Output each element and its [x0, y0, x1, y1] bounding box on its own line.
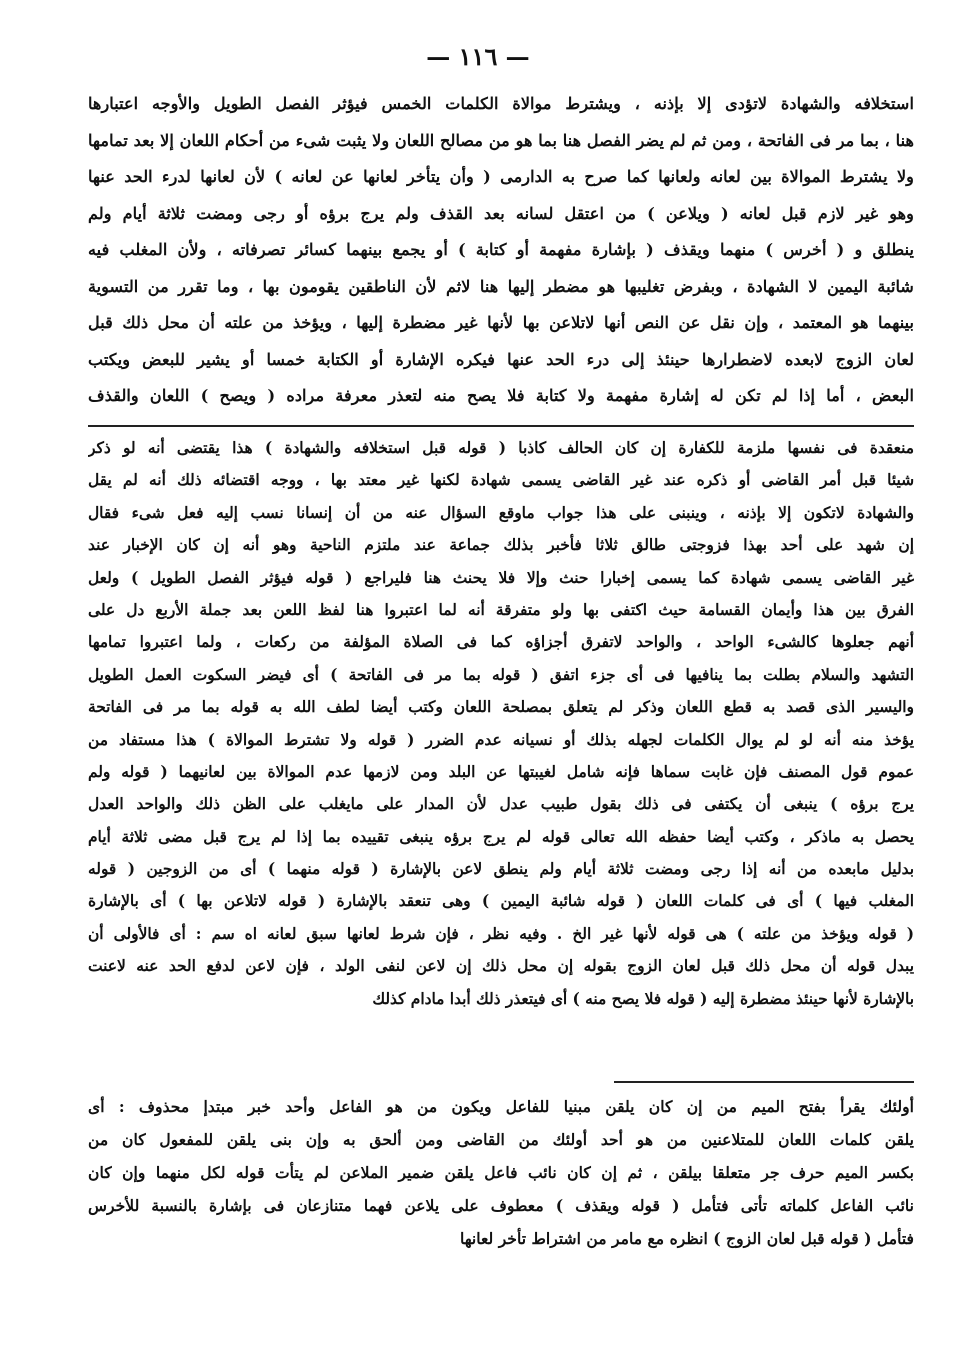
footnote-divider [614, 1081, 914, 1083]
commentary-line: واليسير الذى قصد به قطع اللعان وذكر لم يتعلق بمصلحة اللعان وكتب أيضا لطف الله به قوله بما مر فى الفاتحة [88, 698, 914, 717]
commentary-line: بالإشارة لأنها حينئذ مضطرة إليه ( قوله فلا يصح منه ) أى فيتعذر ذلك أبدا مادام كذلك [372, 989, 914, 1008]
footnote-block [88, 1090, 914, 1255]
commentary-line: منعقدة فى نفسها ملزمة للكفارة إن كان الحالف كاذبا ( قوله قبل استخلافه والشهادة ) هذا يقتضى أنه لو ذكر [88, 439, 914, 457]
section-divider [88, 425, 914, 427]
commentary-line: أنهم جعلوها كالشىء الواحد ، والواحد لاتفرق أجزاؤه كما فى الصلاة المؤلفة من ركعات ، ولما اعتبروا تمامها [88, 633, 914, 652]
commentary-line: المغلب فيها ) أى فى كلمات اللعان ( قوله شائبة اليمين ) وهى تنعقد بالإشارة ( قوله لاتلاعن بها ) أى بالإشارة [88, 892, 914, 911]
commentary-line: عموم قول المصنف فإن غابت سماها فإنه شامل لغيبتها عن البلد ومن لازمها عدم الموالاة بين لعانيهما ( قوله ولم [88, 762, 914, 781]
commentary-line: التشهد والسلام بطلت بما ينافيها فى أى جزء اتفق ( قوله بما مر فى الفاتحة ) أى فيضر السكوت العمل الطويل [88, 665, 914, 684]
main-text-line: البعض ، أما إذا لم تكن له إشارة مفهمة ولا كتابة فلا يصح منه لتعذر معرفة مراده ( ويصح ) اللعان والقذف [88, 386, 914, 405]
footnote-line: نائب الفاعل كلماته تأتى فتأمل ( قوله ويقذف ) معطوف على يلاعن فهما متنازعان فى بإشارة بالنسبة للأخرس [88, 1196, 914, 1215]
commentary-line: يحصل به ماذكر ، وكتب أيضا حفظه الله تعالى قوله لم يرج برؤه ينبغى تقييده بما إذا لم يرج قبل مضى ثلاثة أيام [88, 827, 914, 846]
footnote-line: فتأمل ( قوله قبل لعان الزوج ) انظره مع مامر من اشتراط تأخر لعانها [459, 1229, 914, 1248]
commentary-block [88, 432, 914, 1015]
commentary-line: غير القاضى يسمى شهادة كما يسمى إخبارا حنث وإلا فلا يحنث هنا فليراجع ( قوله فيؤثر الفصل الطويل ) ولعل [88, 568, 914, 587]
commentary-line: بدليل مابعده من أنه إذا رجى ومضت ثلاثة أيام ولم ينطق لاعن بالإشارة ( قوله منهما ) أى من الزوجين ( قوله [88, 860, 914, 879]
commentary-line: شيئا قبل أمر القاضى أو ذكره عند غير القاضى يسمى شهادة لكنها غير معتد بها ، ووجه اقتضائه ذلك أنه لم يقل [88, 471, 914, 490]
commentary-line: يؤخذ منه أنه لو لم يوال الكلمات لجهله بذلك أو نسيانه عدم الضرر ( قوله ولا تشترط الموالاة ) هذا مستفاد من [88, 730, 914, 749]
commentary-line: يبدل قوله أن محل ذلك قبل لعان الزوج بقوله إن محل ذلك إن لاعن لنفى الولد ، فإن لاعن لدفع الحد عنه لاعنت [88, 957, 914, 976]
commentary-line: ( قوله ويؤخذ من علته ) هى قوله لأنها غير الخ . وفيه نظر ، فإن شرط لعانها سبق لعانه اه سم : أى فالأولى أن [88, 924, 914, 943]
footnote-line: يلقن كلمات اللعان للمتلاعنين من هو أحد أولئك من القاضى ومن ألحق به وإن بنى يلقن للمفعول كان من [88, 1130, 914, 1149]
page-number: — ١١٦ — [426, 42, 530, 71]
main-text-line: لعان الزوج لابعده لاضطرارها حينئذ إلى درء الحد عنها فيكره الإشارة أو الكتابة خمسا أو يشير للبعض ويكتب [88, 349, 914, 369]
footnote-line: أولئك يقرأ بفتح الميم من إن كان يلقن مبنيا للفاعل ويكون من هو الفاعل وأحد خبر مبتدإ محذوف : أى [88, 1097, 914, 1116]
main-text-line: هنا ، بما مر فى الفاتحة ، ومن ثم لم يضر الفصل هنا بما هو من مصالح اللعان ولا يثبت شىء من أحكام اللعان إلا بعد تمامها [88, 130, 914, 150]
commentary-line: يرج برؤه ) ينبغى أن يكتفى فى ذلك بقول طبيب عدل لأن المدار على مايغلب على الظن ذلك والواحد العدل [88, 795, 914, 814]
main-text-line: بينهما هو المعتمد ، وإن نقل عن النص أنها لاتلاعن بها لأنها غير مضطرة إليها ، ويؤخذ من علته أن محل ذلك قبل [88, 313, 914, 332]
commentary-line: الفرق بين هذا وأيمان القسامة حيث اكتفى بها ولو متفرقة أنه لما اعتبروا هنا لفظ اللعن بعد جملة الأربع دل على [88, 600, 914, 619]
main-text-block [88, 86, 914, 415]
main-text-line: شائبة اليمين لا الشهادة ، وبفرض تغليبها هو مضطر إليها هنا لاثم لأن الناطقين يقومون بها ، وما تقرر من التسوية [88, 276, 914, 296]
footnote-line: بكسر الميم حرف جر متعلقا بيلقن ، ثم إن كان نائب فاعل يلقن ضمير الملاعن لم يتأت قوله لكل منهما وإن كان [88, 1163, 914, 1182]
commentary-line: والشهادة لاتكون إلا بإذنه ، وينبنى على هذا جواب ماوقع السؤال عنه من أن إنسانا نسب إليه فعل شىء فقال [88, 503, 914, 522]
commentary-line: إن شهد على أحد بهذا فزوجتى طالق ثلاثا فأخبر بذلك جماعة عند ملتزم الناحية وهو أنه إن كان الإخبار عند [88, 536, 914, 555]
main-text-line: ولا يشترط الموالاة بين لعانه ولعانها كما صرح به الدارمى ( وأن يتأخر لعانها عن لعانه ) لأن لعانها لدرء الحد عنها [88, 167, 914, 186]
main-text-line: وهو غير لازم قبل لعانه ( ويلاعن ) من اعتقل لسانه بعد القذف ولم يرج برؤه أو رجى ومضت ثلاثة أيام ولم [88, 203, 914, 223]
main-text-line: ينطلق و ( أخرس ) منهما ويقذف ( بإشارة مفهمة أو كتابة ) أو يجمع بينهما كسائر تصرفاته ، ولأن المغلب فيه [88, 240, 914, 259]
main-text-line: استخلافه والشهادة لاتؤدى إلا بإذنه ، ويشترط موالاة الكلمات الخمس فيؤثر الفصل الطويل والأوجه اعتبارها [88, 94, 914, 113]
